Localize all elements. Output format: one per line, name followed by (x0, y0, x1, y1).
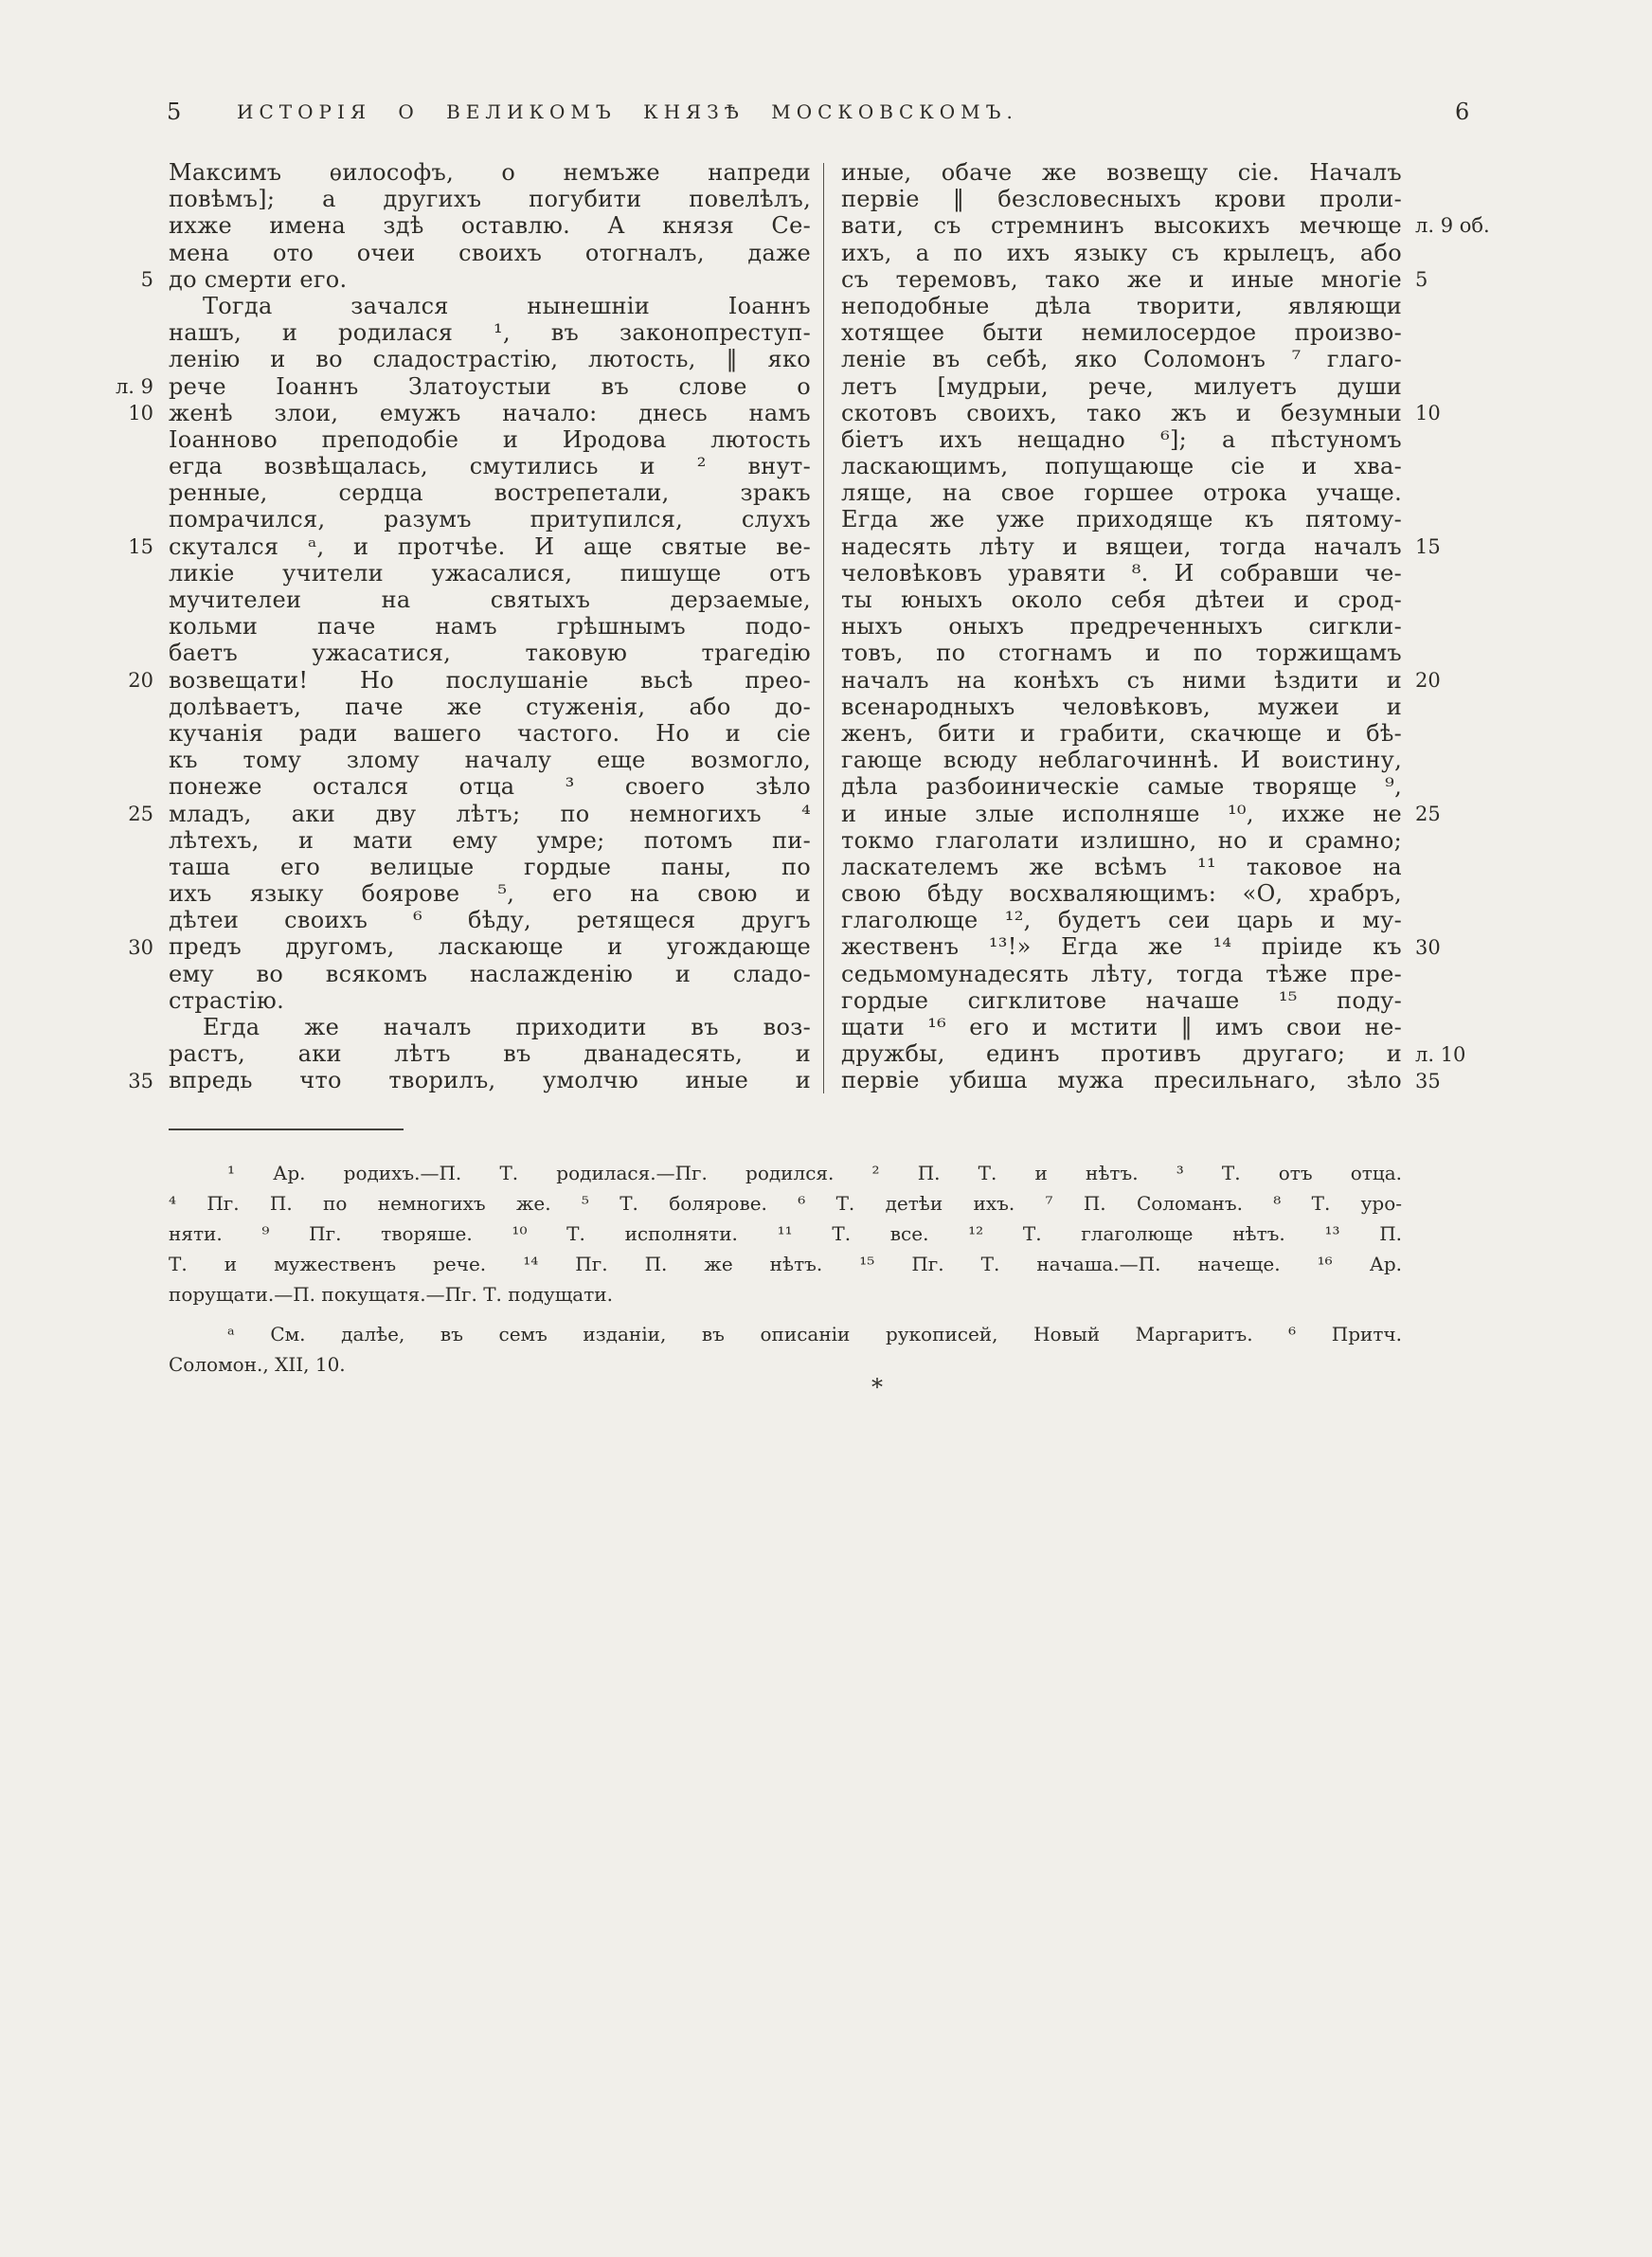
text-line: рече Іоаннъ Златоустыи въ слове о (169, 372, 811, 400)
column-divider (823, 163, 824, 1093)
text-line: глаголюще ¹², будетъ сеи царь и му- (841, 907, 1402, 934)
footnotes-variants (169, 1158, 1402, 1309)
line-number: 15 (128, 534, 153, 558)
line-number: 35 (128, 1069, 153, 1092)
text-line: щати ¹⁶ его и мстити ‖ имъ свои не- (841, 1014, 1402, 1040)
text-line: ихже имена здѣ оставлю. А князя Се- (169, 212, 811, 240)
text-line: товъ, по стогнамъ и по торжищамъ (841, 640, 1402, 667)
text-line: скотовъ своихъ, тако жъ и безумныи (841, 399, 1402, 426)
folio-note: л. 10 (1415, 1042, 1466, 1066)
text-line: Егда же уже приходяще къ пятому- (841, 506, 1402, 533)
text-line: возвещати! Но послушаніе вьсѣ прео- (169, 666, 811, 694)
text-line: Іоанново преподобіе и Иродова лютость (169, 425, 811, 453)
text-line: скутался ᵃ, и протчѣе. И аще святые ве- (169, 533, 811, 560)
text-line: таша его велицые гордые паны, по (169, 853, 811, 880)
text-line: неподобные дѣла творити, являющи (841, 292, 1402, 319)
text-line: ихъ языку боярове ⁵, его на свою и (169, 880, 811, 908)
text-line: помрачился, разумъ притупился, слухъ (169, 506, 811, 533)
text-line: долѣваетъ, паче же стуженія, або до- (169, 693, 811, 720)
text-line: Т. и мужественъ рече. ¹⁴ Пг. П. же нѣтъ. ¹⁵ Пг. Т. начаша.—П. начеще. ¹⁶ Ар. (169, 1253, 1402, 1275)
signature-mark: * (871, 1374, 883, 1400)
line-number: 5 (1415, 267, 1428, 291)
text-line: женѣ злои, емужъ начало: днесь намъ (169, 399, 811, 426)
text-line: предъ другомъ, ласкающе и угождающе (169, 933, 811, 961)
footnotes-sources (169, 1319, 1402, 1380)
line-number: 10 (1415, 401, 1441, 424)
text-line: понеже остался отца ³ своего зѣло (169, 773, 811, 801)
text-line: лѣтехъ, и мати ему умре; потомъ пи- (169, 826, 811, 854)
text-line: нашъ, и родилася ¹, въ законопреступ- (169, 319, 811, 347)
text-line: ныхъ оныхъ предреченныхъ сигкли- (841, 613, 1402, 641)
text-line: ты юныхъ около себя дѣтеи и срод- (841, 587, 1402, 613)
text-line: кучанія ради вашего частого. Но и сіе (169, 719, 811, 747)
text-line: къ тому злому началу еще возмогло, (169, 747, 811, 774)
text-line: ¹ Ар. родихъ.—П. Т. родилася.—Пг. родился. ² П. Т. и нѣтъ. ³ Т. отъ отца. (227, 1162, 1402, 1184)
text-line: леніе въ себѣ, яко Соломонъ ⁷ глаго- (841, 346, 1402, 373)
line-number: 30 (1415, 935, 1441, 959)
line-number: 35 (1415, 1069, 1441, 1092)
text-line: до смерти его. (169, 265, 348, 293)
text-line: ласкающимъ, попущающе сіе и хва- (841, 453, 1402, 480)
line-number: 30 (128, 935, 153, 959)
text-line: гающе всюду неблагочиннѣ. И воистину, (841, 747, 1402, 774)
text-line: младъ, аки дву лѣтъ; по немногихъ ⁴ (169, 800, 811, 827)
text-line: баетъ ужасатися, таковую трагедію (169, 640, 811, 667)
text-line: ренные, сердца вострепетали, зракъ (169, 479, 811, 507)
text-line: ихъ, а по ихъ языку съ крылецъ, або (841, 239, 1402, 266)
text-line: впредь что творилъ, умолчю иные и (169, 1067, 811, 1094)
text-line: надесять лѣту и вящеи, тогда началъ (841, 533, 1402, 560)
text-line: Тогда зачался нынешніи Іоаннъ (203, 292, 811, 319)
text-line: дѣтеи своихъ ⁶ бѣду, ретящеся другъ (169, 907, 811, 934)
text-line: мучителеи на святыхъ дерзаемые, (169, 587, 811, 613)
text-line: Максимъ ѳилософъ, о немъже напреди (169, 159, 811, 186)
text-line: егда возвѣщалась, смутились и ² внут- (169, 453, 811, 480)
text-line: растъ, аки лѣтъ въ дванадесять, и (169, 1040, 811, 1068)
text-line: ᵃ См. далѣе, въ семъ изданіи, въ описаніи рукописей, Новый Маргаритъ. ⁶ Притч. (227, 1323, 1402, 1345)
right-text-column (841, 159, 1402, 1094)
text-line: свою бѣду восхваляющимъ: «О, храбръ, (841, 880, 1402, 908)
text-line: вати, съ стремнинъ высокихъ мечюще (841, 212, 1402, 240)
text-line: Соломон., XII, 10. (169, 1353, 346, 1376)
text-line: человѣковъ уравяти ⁸. И собравши че- (841, 559, 1402, 587)
line-number: 20 (1415, 668, 1441, 692)
line-number: 10 (128, 401, 153, 424)
text-line: седьмомунадесять лѣту, тогда тѣже пре- (841, 960, 1402, 987)
text-line: ласкателемъ же всѣмъ ¹¹ таковое на (841, 853, 1402, 880)
text-line: ⁴ Пг. П. по немногихъ же. ⁵ Т. болярове. ⁶ Т. детѣи ихъ. ⁷ П. Соломанъ. ⁸ Т. уро- (169, 1192, 1402, 1215)
text-line: повѣмъ]; а другихъ погубити повелѣлъ, (169, 186, 811, 213)
page-number-right: 6 (1455, 99, 1470, 125)
folio-note: л. 9 (115, 374, 153, 398)
text-line: жественъ ¹³!» Егда же ¹⁴ пріиде къ (841, 933, 1402, 961)
text-line: токмо глаголати излишно, но и срамно; (841, 826, 1402, 854)
text-line: біетъ ихъ нещадно ⁶]; а пѣстуномъ (841, 425, 1402, 453)
text-line: гордые сигклитове начаше ¹⁵ поду- (841, 986, 1402, 1014)
text-line: порущати.—П. покущатя.—Пг. Т. подущати. (169, 1283, 613, 1306)
text-line: началъ на конѣхъ съ ними ѣздити и (841, 666, 1402, 694)
text-line: иные, обаче же возвещу сіе. Началъ (841, 159, 1402, 186)
line-number: 15 (1415, 534, 1441, 558)
footnote-rule (169, 1128, 404, 1130)
text-line: летъ [мудрыи, рече, милуетъ души (841, 372, 1402, 400)
text-line: ему во всякомъ наслажденію и сладо- (169, 960, 811, 987)
page-number-left: 5 (167, 99, 182, 125)
text-line: страстію. (169, 986, 285, 1014)
text-line: дѣла разбоиническіе самые творяще ⁹, (841, 773, 1402, 801)
line-number: 25 (1415, 802, 1441, 825)
text-line: и иные злые исполняше ¹⁰, ихже не (841, 800, 1402, 827)
text-line: ликіе учители ужасалися, пишуще отъ (169, 559, 811, 587)
text-line: ленію и во сладострастію, лютость, ‖ яко (169, 346, 811, 373)
text-line: Егда же началъ приходити въ воз- (203, 1014, 811, 1040)
left-text-column (169, 159, 811, 1094)
text-line: женъ, бити и грабити, скачюще и бѣ- (841, 719, 1402, 747)
text-line: дружбы, единъ противъ другаго; и (841, 1040, 1402, 1068)
line-number: 5 (140, 267, 153, 291)
text-line: няти. ⁹ Пг. творяше. ¹⁰ Т. исполняти. ¹¹ Т. все. ¹² Т. глаголюще нѣтъ. ¹³ П. (169, 1222, 1402, 1245)
page-title: ИСТОРІЯ О ВЕЛИКОМЪ КНЯЗѢ МОСКОВСКОМЪ. (237, 100, 1018, 123)
text-line: хотящее быти немилосердое произво- (841, 319, 1402, 347)
text-line: ляще, на свое горшее отрока учаще. (841, 479, 1402, 507)
text-line: первіе ‖ безсловесныхъ крови проли- (841, 186, 1402, 213)
text-line: мена ото очеи своихъ отогналъ, даже (169, 239, 811, 266)
text-line: кольми паче намъ грѣшнымъ подо- (169, 613, 811, 641)
text-line: первіе убиша мужа пресильнаго, зѣло (841, 1067, 1402, 1094)
text-line: съ теремовъ, тако же и иные многіе (841, 265, 1402, 293)
line-number: 20 (128, 668, 153, 692)
text-line: всенародныхъ человѣковъ, мужеи и (841, 693, 1402, 720)
folio-note: л. 9 об. (1415, 214, 1490, 238)
line-number: 25 (128, 802, 153, 825)
